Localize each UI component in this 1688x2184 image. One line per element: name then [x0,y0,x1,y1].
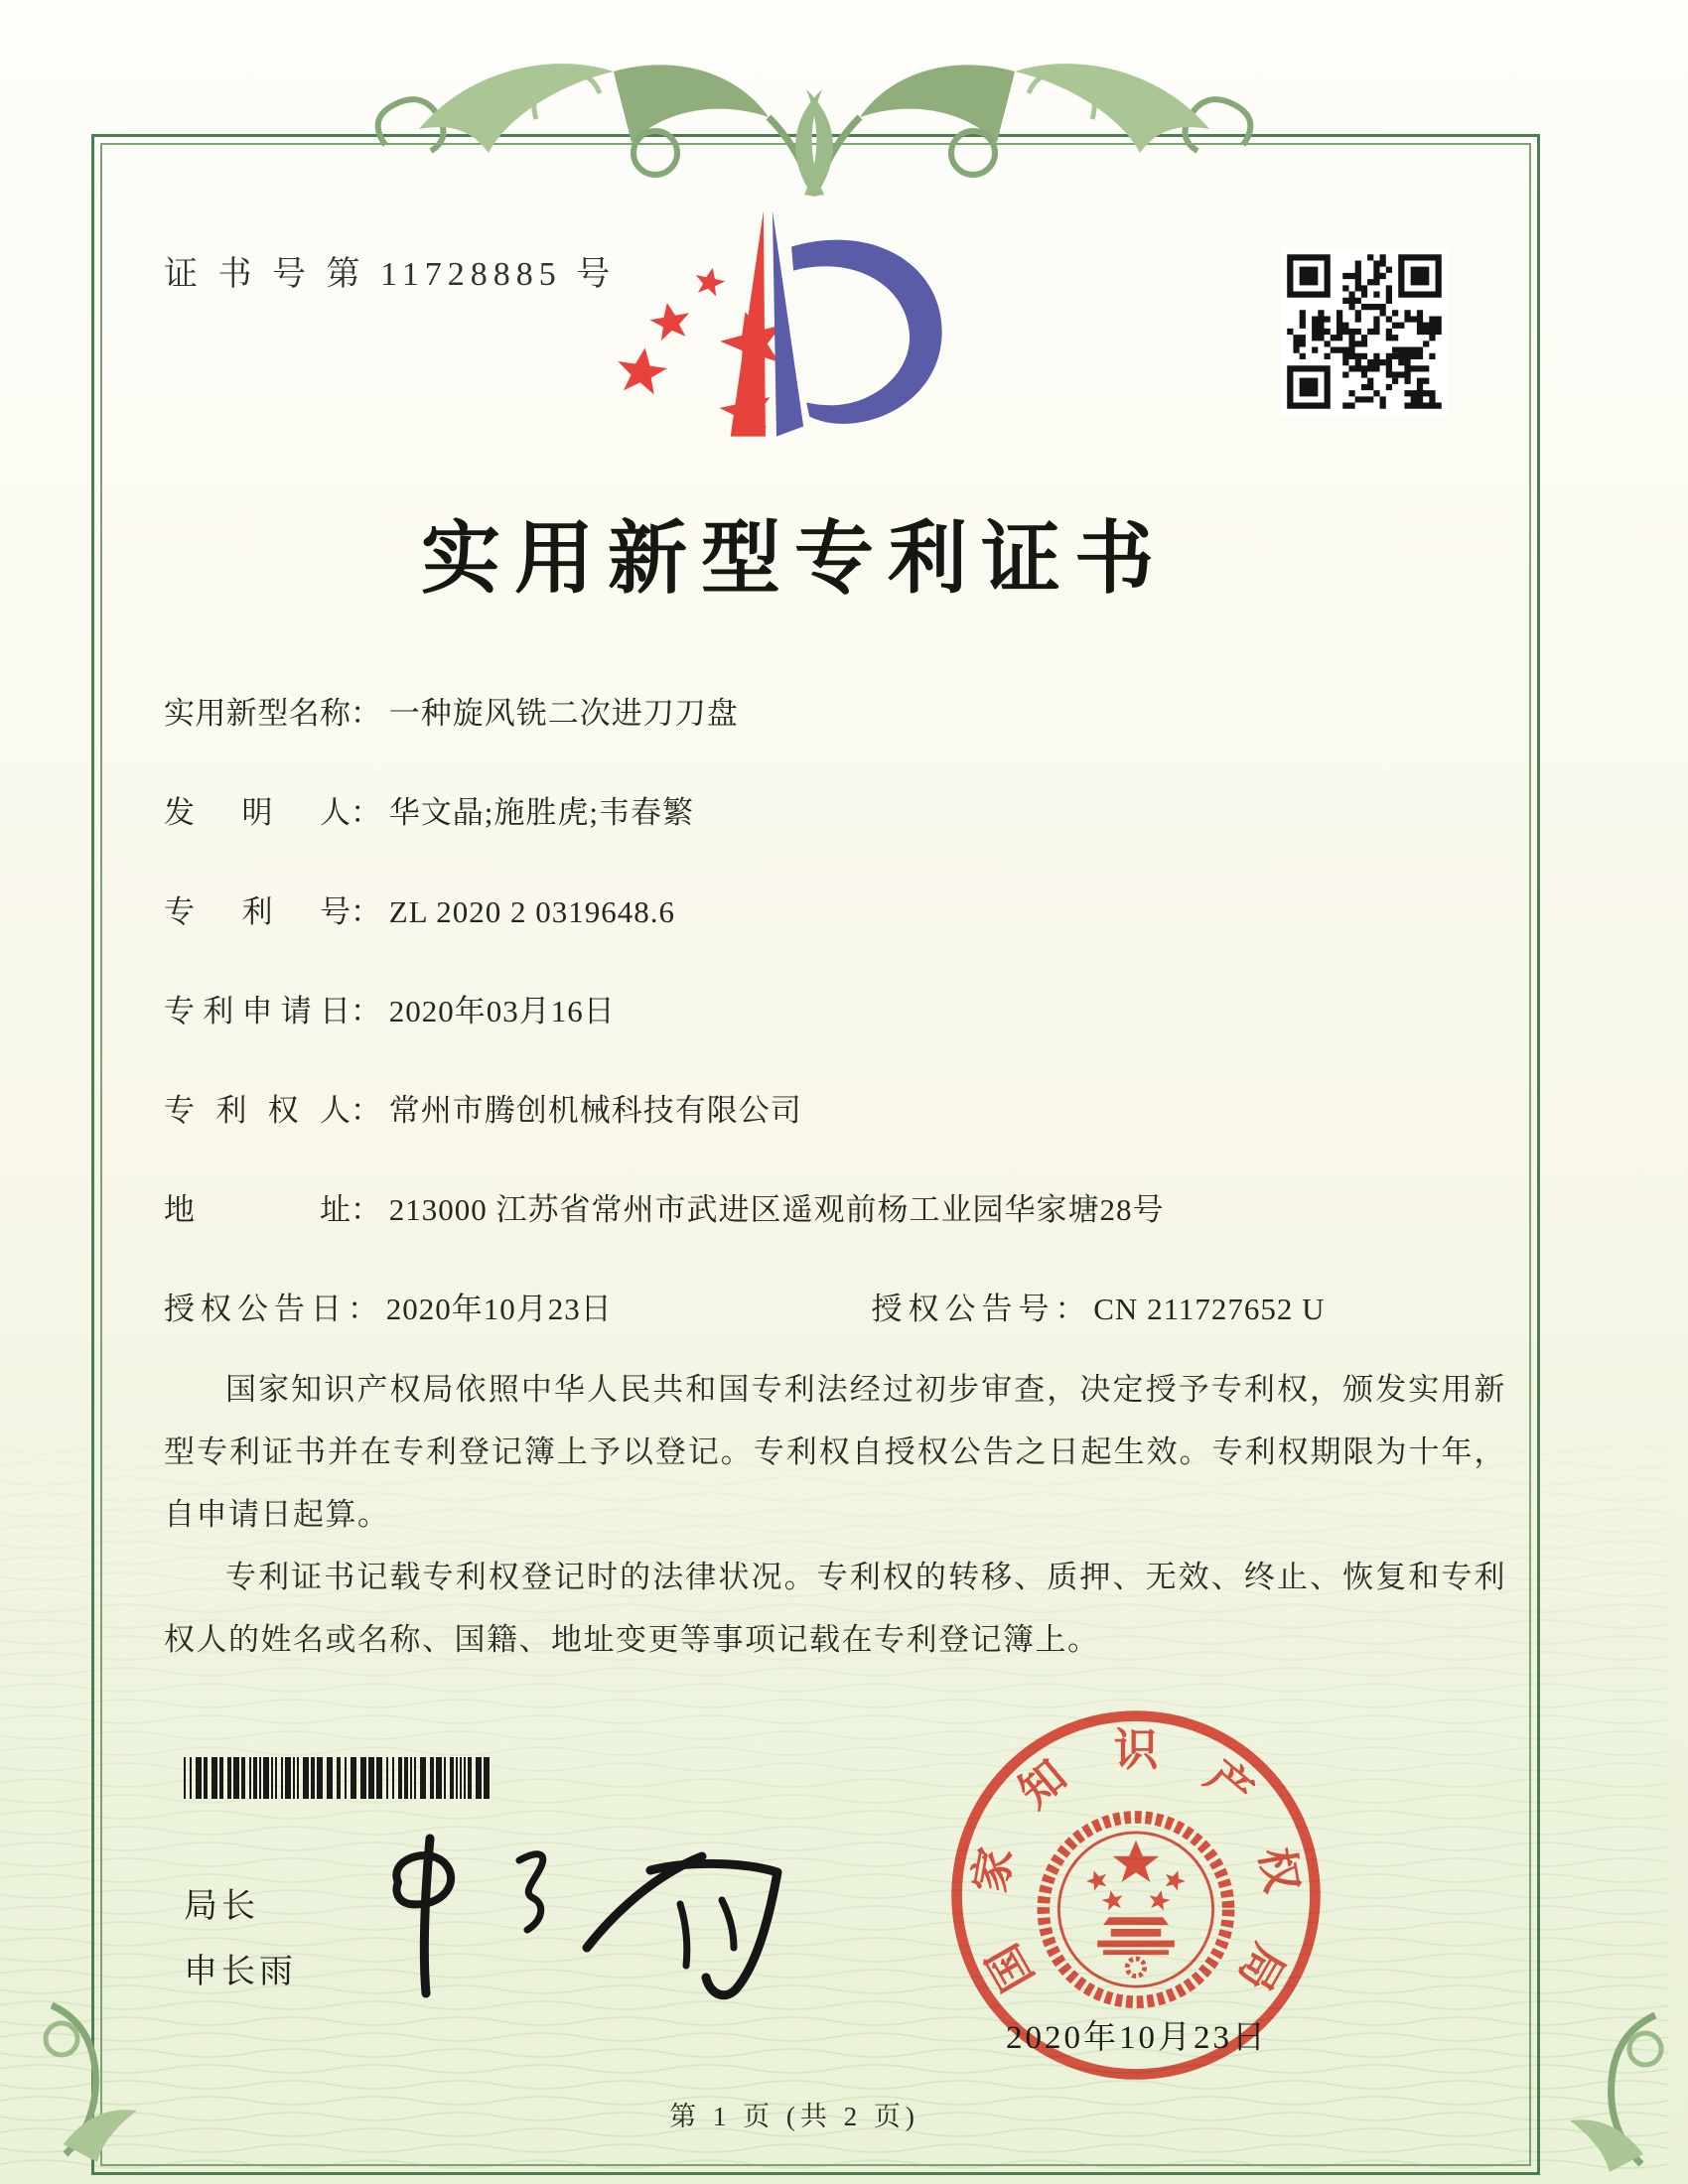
seal-date: 2020年10月23日 [1006,2020,1268,2056]
logo-purple-wedge [773,210,803,436]
legal-paragraph-2: 专利证书记载专利权登记时的法律状况。专利权的转移、质押、无效、终止、恢复和专利权人的姓名或名称、国籍、地址变更等事项记载在专利登记簿上。 [164,1560,1506,1657]
field-row-address: 地址： 213000 江苏省常州市武进区遥观前杨工业园华家塘28号 [164,1184,1514,1284]
field-value: 2020年03月16日 [388,994,616,1028]
field-value: 常州市腾创机械科技有限公司 [388,1093,802,1128]
legal-statement [164,1358,1506,1671]
field-value: 一种旋风铣二次进刀刀盘 [388,696,739,731]
director-block [184,1874,297,2005]
field-value: CN 211727652 U [1093,1292,1326,1326]
field-value: 2020年10月23日 [385,1292,613,1326]
barcode [184,1757,499,1799]
field-label: 专利申请日 [164,994,351,1028]
logo-red-wedge [731,210,766,436]
bottom-right-flourish-ornament [1519,2005,1678,2174]
field-row-inventors: 发明人： 华文晶;施胜虎;韦春繁 [164,787,1514,887]
page-number: 第 1 页 (共 2 页) [669,2102,919,2131]
certificate-number: 证 书 号 第 11728885 号 [164,256,617,293]
field-label: 实用新型名称 [164,696,351,731]
field-label: 授权公告号 [871,1292,1055,1326]
field-value: 华文晶;施胜虎;韦春繁 [388,795,694,830]
svg-text:权: 权 [1250,1843,1308,1896]
svg-text:产: 产 [1196,1750,1262,1818]
field-value: ZL 2020 2 0319648.6 [388,894,675,929]
svg-text:国: 国 [977,1936,1044,1999]
director-title: 局长 [184,1888,259,1925]
national-emblem [1044,1817,1228,2001]
field-label: 专利号 [164,894,351,929]
svg-text:家: 家 [964,1843,1022,1896]
field-label: 地址 [164,1192,351,1227]
field-row-grant: 授权公告日： 2020年10月23日 授权公告号： CN 211727652 U [164,1292,1326,1326]
field-row-utility-model-name: 实用新型名称： 一种旋风铣二次进刀刀盘 [164,688,1514,787]
qr-code [1281,248,1448,415]
field-row-patent-number: 专利号： ZL 2020 2 0319648.6 [164,887,1514,986]
field-label: 发明人 [164,795,351,830]
director-signature [352,1809,809,2017]
legal-paragraph-1: 国家知识产权局依照中华人民共和国专利法经过初步审查，决定授予专利权，颁发实用新型专利证书并在专利登记簿上予以登记。专利权自授权公告之日起生效。专利权期限为十年，自申请日起算。 [164,1372,1506,1532]
svg-text:局: 局 [1228,1936,1295,1999]
field-label: 授权公告日 [164,1292,348,1326]
field-row-patentee: 专利权人： 常州市腾创机械科技有限公司 [164,1085,1514,1184]
director-name: 申长雨 [184,1954,297,1990]
certificate-fields [164,688,1514,1383]
field-value: 213000 江苏省常州市武进区遥观前杨工业园华家塘28号 [388,1192,1165,1227]
logo-purple-p-bowl [791,240,942,424]
certificate-title: 实用新型专利证书 [421,516,1168,604]
field-row-filing-date: 专利申请日： 2020年03月16日 [164,986,1514,1085]
cnipa-logo [614,202,943,468]
svg-text:识: 识 [1113,1725,1159,1776]
svg-text:知: 知 [1010,1750,1076,1818]
field-label: 专利权人 [164,1093,351,1128]
